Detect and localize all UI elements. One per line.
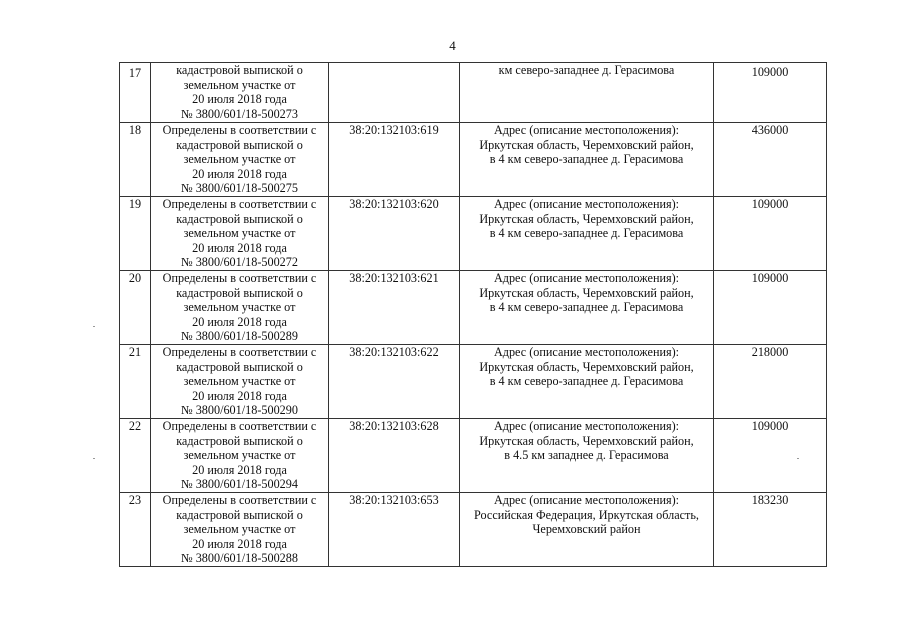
basis-line: земельном участке от (183, 448, 296, 463)
basis-line: 20 июля 2018 года (192, 240, 287, 255)
table-row (120, 197, 827, 271)
basis-line: Определены в соответствии с (162, 493, 317, 507)
row-number-cell: 22 (120, 419, 151, 493)
basis-line: кадастровой выпиской о (176, 137, 303, 152)
address-cell (460, 271, 714, 345)
row-number-cell: 23 (120, 493, 151, 567)
basis-line: № 3800/601/18-500275 (181, 181, 298, 196)
basis-line: 20 июля 2018 года (192, 92, 287, 107)
row-number-cell: 20 (120, 271, 151, 345)
area-cell: 109000 (714, 63, 827, 123)
address-line: в 4 км северо-западнее д. Герасимова (489, 374, 684, 389)
table-row (120, 271, 827, 345)
address-line: Адрес (описание местоположения): (493, 419, 680, 433)
cadastral-number-cell: 38:20:132103:653 (329, 493, 460, 567)
basis-line: 20 июля 2018 года (192, 314, 287, 329)
address-cell (460, 197, 714, 271)
address-cell (460, 63, 714, 123)
basis-line: № 3800/601/18-500272 (181, 255, 298, 270)
table-row (120, 493, 827, 567)
basis-line: № 3800/601/18-500290 (181, 403, 298, 418)
address-line: Адрес (описание местоположения): (493, 493, 680, 507)
table-row (120, 63, 827, 123)
basis-line: земельном участке от (183, 226, 296, 241)
address-line: Иркутская область, Черемховский район, (479, 137, 694, 152)
basis-line: кадастровой выпиской о (176, 359, 303, 374)
scan-mark (93, 458, 95, 459)
basis-line: кадастровой выпиской о (176, 507, 303, 522)
cadastral-number-cell: 38:20:132103:628 (329, 419, 460, 493)
row-number-cell: 18 (120, 123, 151, 197)
basis-line: Определены в соответствии с (162, 197, 317, 211)
table-body (120, 63, 827, 567)
cadastral-number-cell: 38:20:132103:622 (329, 345, 460, 419)
basis-line: № 3800/601/18-500289 (181, 329, 298, 344)
basis-line: 20 июля 2018 года (192, 536, 287, 551)
row-number-cell: 19 (120, 197, 151, 271)
basis-line: земельном участке от (183, 77, 296, 92)
basis-line: 20 июля 2018 года (192, 462, 287, 477)
basis-line: кадастровой выпиской о (176, 63, 303, 77)
table-row (120, 123, 827, 197)
row-number-cell: 21 (120, 345, 151, 419)
basis-line: земельном участке от (183, 152, 296, 167)
basis-cell (151, 493, 329, 567)
address-line: Адрес (описание местоположения): (493, 123, 680, 137)
address-cell (460, 345, 714, 419)
address-line: Адрес (описание местоположения): (493, 271, 680, 285)
basis-line: земельном участке от (183, 300, 296, 315)
basis-line: № 3800/601/18-500288 (181, 551, 298, 566)
address-line: Адрес (описание местоположения): (493, 197, 680, 211)
basis-cell (151, 123, 329, 197)
basis-line: № 3800/601/18-500273 (181, 106, 298, 121)
address-line: Российская Федерация, Иркутская область, (474, 507, 699, 522)
area-cell: 109000 (714, 197, 827, 271)
address-cell (460, 419, 714, 493)
land-plots-table (119, 62, 827, 567)
address-cell (460, 123, 714, 197)
address-line: Иркутская область, Черемховский район, (479, 211, 694, 226)
cadastral-number-cell: 38:20:132103:620 (329, 197, 460, 271)
cadastral-number-cell: 38:20:132103:621 (329, 271, 460, 345)
area-cell: 218000 (714, 345, 827, 419)
address-line: Адрес (описание местоположения): (493, 345, 680, 359)
basis-line: земельном участке от (183, 522, 296, 537)
scan-mark (797, 458, 799, 459)
address-line: Иркутская область, Черемховский район, (479, 359, 694, 374)
address-line: в 4 км северо-западнее д. Герасимова (489, 300, 684, 315)
address-line: км северо-западнее д. Герасимова (498, 63, 675, 77)
table-row (120, 419, 827, 493)
table-row (120, 345, 827, 419)
basis-line: Определены в соответствии с (162, 345, 317, 359)
basis-line: № 3800/601/18-500294 (181, 477, 298, 492)
basis-cell (151, 271, 329, 345)
address-line: в 4 км северо-западнее д. Герасимова (489, 152, 684, 167)
basis-line: кадастровой выпиской о (176, 211, 303, 226)
scan-mark (93, 326, 95, 327)
page-number: 4 (449, 38, 456, 53)
area-cell: 436000 (714, 123, 827, 197)
address-line: в 4.5 км западнее д. Герасимова (504, 448, 669, 463)
area-cell: 109000 (714, 271, 827, 345)
basis-line: Определены в соответствии с (162, 123, 317, 137)
basis-line: кадастровой выпиской о (176, 433, 303, 448)
address-line: в 4 км северо-западнее д. Герасимова (489, 226, 684, 241)
address-line: Иркутская область, Черемховский район, (479, 285, 694, 300)
area-cell: 109000 (714, 419, 827, 493)
basis-cell (151, 419, 329, 493)
basis-cell (151, 63, 329, 123)
address-cell (460, 493, 714, 567)
cadastral-number-cell: 38:20:132103:619 (329, 123, 460, 197)
row-number-cell: 17 (120, 63, 151, 123)
area-cell: 183230 (714, 493, 827, 567)
cadastral-number-cell (329, 63, 460, 123)
basis-line: 20 июля 2018 года (192, 388, 287, 403)
basis-cell (151, 197, 329, 271)
address-line: Черемховский район (532, 522, 641, 537)
basis-line: 20 июля 2018 года (192, 166, 287, 181)
basis-line: Определены в соответствии с (162, 419, 317, 433)
basis-line: кадастровой выпиской о (176, 285, 303, 300)
basis-cell (151, 345, 329, 419)
basis-line: Определены в соответствии с (162, 271, 317, 285)
basis-line: земельном участке от (183, 374, 296, 389)
address-line: Иркутская область, Черемховский район, (479, 433, 694, 448)
